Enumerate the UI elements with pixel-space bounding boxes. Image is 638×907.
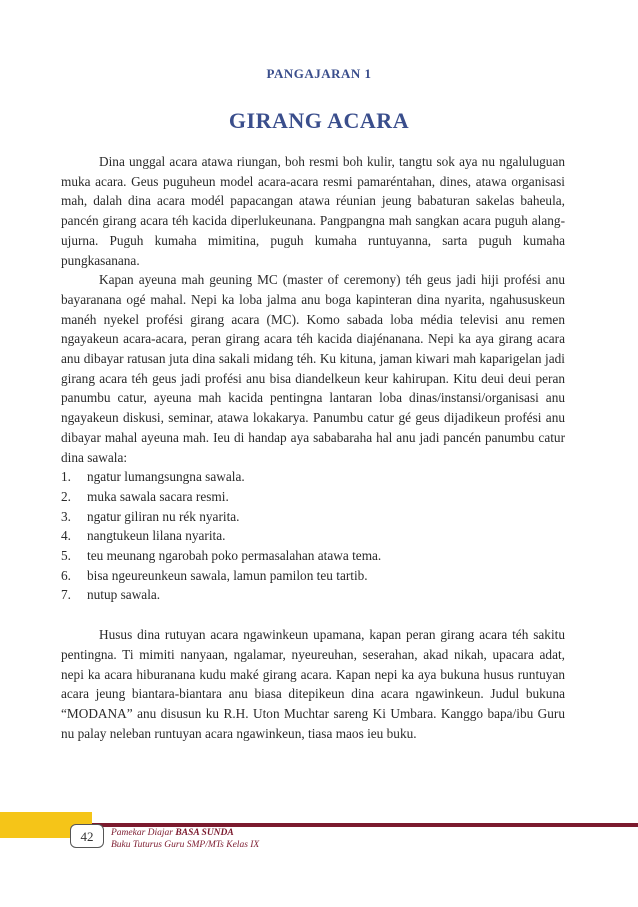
list-number: 3. [61, 508, 71, 524]
paragraph: Husus dina rutuyan acara ngawinkeun upamana, kapan peran girang acara téh sakitu pentingna. Ti mimiti nanyaan, ngalamar, nyeureuhan, seserahan, akad nikah, upacara adat, nepi ka acara hiburanana kudu maké girang acara. Kapan nepi ka aya bukuna husus runtuyan acara jeung biantara-biantara anu biasa ditepikeun dina acara ngawinkeun. Judul bukuna “MODANA” anu disusun ku R.H. Uton Muchtar sareng Ki Umbara. Kanggo bapa/ibu Guru nu palay neleban runtuyan acara ngawinkeun, tiasa maos ieu buku. [61, 627, 565, 741]
list-text: nangtukeun lilana nyarita. [87, 528, 226, 544]
paragraph: Dina unggal acara atawa riungan, boh resmi boh kulir, tangtu sok aya nu ngaluluguan muka acara. Geus puguheun model acara-acara resmi pamaréntahan, dines, atawa organisasi mah, dalah dina acara modél papacangan atawa réunian jeung babaturan sakelas baheula, pancén girang acara téh kacida diperlukeunana. Pangpangna mah sangkan acara puguh alang-ujurna. Puguh kumaha mimitina, puguh kumaha runtuyanna, sarta puguh kumaha pungkasanana. [61, 154, 565, 268]
chapter-label: PANGAJARAN 1 [266, 66, 372, 81]
paragraph: Kapan ayeuna mah geuning MC (master of ceremony) téh geus jadi hiji profési anu bayaranana ogé mahal. Nepi ka loba jalma anu boga kapinteran dina nyarita, ngahususkeun manéh nyekel profési girang acara (MC). Komo sabada loba média televisi anu remen ngayakeun acara-acara, peran girang acara téh kacida diajénanana. Nepi ka aya girang acara anu dibayar ratusan juta dina sakali midang téh. Ku kituna, jaman kiwari mah kaparigelan jadi girang acara téh geus jadi profési anu bisa diandelkeun keur kahirupan. Kitu deui deui peran panumbu catur, ayeuna mah kacida pentingna lantaran loba dinas/instansi/organisasi anu ngayakeun diskusi, seminar, atawa lokakarya. Panumbu catur gé geus dijadikeun profési anu dibayar mahal ayeuna mah. Ieu di handap aya sababaraha hal anu jadi pancén panumbu catur dina sawala: [61, 272, 565, 465]
list-text: nutup sawala. [87, 587, 161, 603]
list-item [61, 566, 565, 586]
list-item [61, 526, 565, 546]
list-number: 5. [61, 548, 71, 564]
list-text: bisa ngeureunkeun sawala, lamun pamilon teu tartib. [87, 567, 368, 583]
list-text: ngatur giliran nu rék nyarita. [87, 508, 240, 524]
spacer [61, 605, 565, 625]
list-number: 6. [61, 567, 71, 583]
book-title-line [111, 827, 259, 839]
book-prefix: Pamekar Diajar [111, 828, 174, 838]
list-item [61, 585, 565, 605]
list-text: muka sawala sacara resmi. [87, 488, 229, 504]
page-title: GIRANG ACARA [228, 108, 410, 133]
book-info [111, 827, 259, 851]
book-subtitle: Buku Tuturus Guru SMP/MTs Kelas IX [111, 840, 260, 850]
list-item [61, 467, 565, 487]
list-item [61, 507, 565, 527]
book-title: BASA SUNDA [175, 828, 234, 838]
task-list [61, 467, 565, 605]
list-number: 2. [61, 488, 71, 504]
list-number: 1. [61, 469, 71, 485]
list-text: teu meunang ngarobah poko permasalahan atawa tema. [87, 548, 382, 564]
list-text: ngatur lumangsungna sawala. [87, 469, 245, 485]
list-item [61, 487, 565, 507]
list-number: 7. [61, 587, 71, 603]
list-number: 4. [61, 528, 71, 544]
page-number: 42 [70, 824, 104, 848]
body-text [61, 152, 565, 743]
list-item [61, 546, 565, 566]
